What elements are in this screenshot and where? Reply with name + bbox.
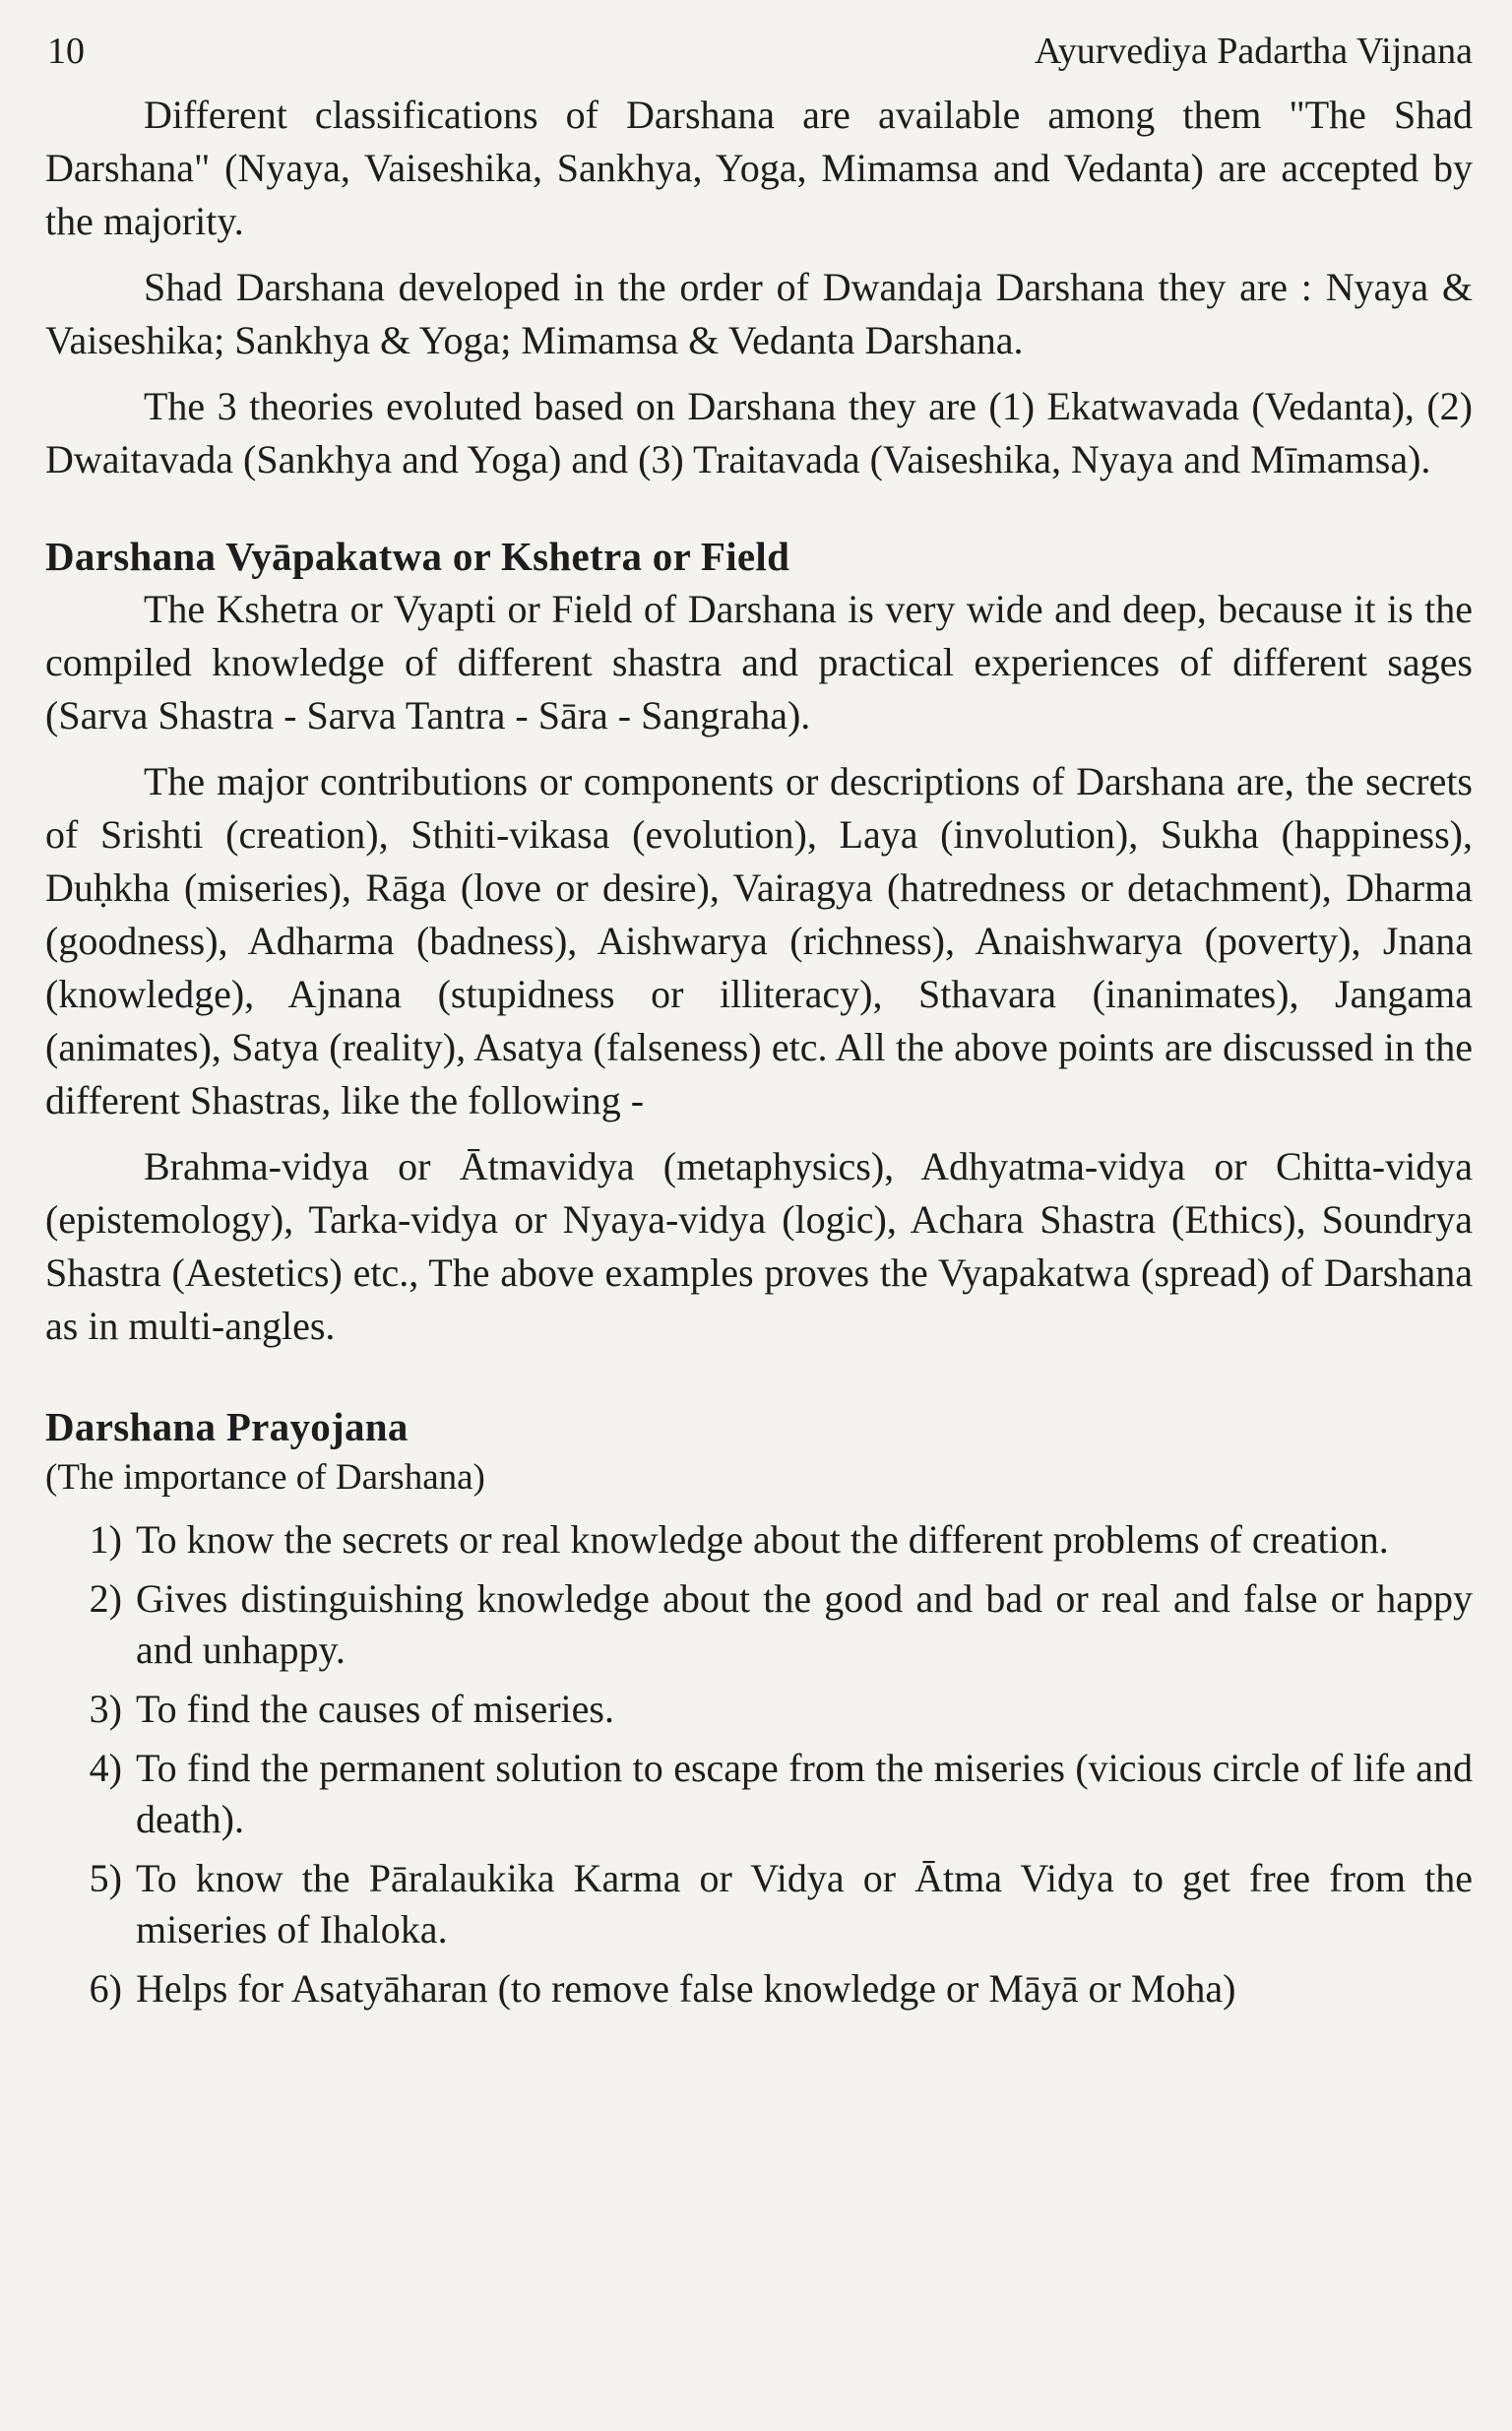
list-item-text: To find the causes of miseries. <box>136 1687 614 1731</box>
document-page <box>45 30 1473 2412</box>
section-prayojana <box>45 1400 1473 2015</box>
list-number: 2) <box>89 1576 122 1621</box>
section-vyapakatwa <box>45 530 1473 1353</box>
list-item <box>45 1963 1473 2015</box>
list-number: 3) <box>89 1687 122 1731</box>
body-paragraph: Brahma-vidya or Ātmavidya (metaphysics), Adhyatma-vidya or Chitta-vidya (epistemology), Tarka-vidya or Nyaya-vidya (logic), Achara Shastra (Ethics), Soundrya Shastra (Aestetics) etc., The above examples proves the Vyapakatwa (spread) of Darshana as in multi-angles. <box>45 1144 1473 1348</box>
list-number: 5) <box>89 1856 122 1900</box>
intro-paragraph: Different classifications of Darshana are available among them "The Shad Darshana" (Nyaya, Vaiseshika, Sankhya, Yoga, Mimamsa and Vedanta) are accepted by the majority. <box>45 93 1473 243</box>
body-paragraph: The major contributions or components or descriptions of Darshana are, the secrets of Srishti (creation), Sthiti-vikasa (evolution), Laya (involution), Sukha (happiness), Duḥkha (miseries), Rāga (love or desire), Vairagya (hatredness or detachment), Dharma (goodness), Adharma (badness), Aishwarya (richness), Anaishwarya (poverty), Jnana (knowledge), Ajnana (stupidness or illiteracy), Sthavara (inanimates), Jangama (animates), Satya (reality), Asatya (falseness) etc. All the above points are discussed in the different Shastras, like the following - <box>45 759 1473 1122</box>
page-number: 10 <box>47 31 85 72</box>
page-header <box>45 30 1473 89</box>
section-subtitle: (The importance of Darshana) <box>45 1457 485 1498</box>
body-paragraph: The Kshetra or Vyapti or Field of Darshana is very wide and deep, because it is the compiled knowledge of different shastra and practical experiences of different sages (Sarva Shastra - Sarva Tantra - Sāra - Sangraha). <box>45 587 1473 737</box>
numbered-list <box>45 1514 1473 2015</box>
list-item <box>45 1743 1473 1845</box>
list-number: 6) <box>89 1966 122 2011</box>
running-title: Ayurvediya Padartha Vijnana <box>1034 31 1473 72</box>
list-number: 1) <box>89 1517 122 1562</box>
intro-block <box>45 89 1473 486</box>
intro-paragraph: Shad Darshana developed in the order of Dwandaja Darshana they are : Nyaya & Vaiseshika; Sankhya & Yoga; Mimamsa & Vedanta Darshana. <box>45 265 1473 362</box>
list-item-text: To know the Pāralaukika Karma or Vidya or Ātma Vidya to get free from the miseries of Ihaloka. <box>136 1856 1473 1951</box>
list-number: 4) <box>89 1746 122 1790</box>
list-item-text: To find the permanent solution to escape from the miseries (vicious circle of life and death). <box>136 1746 1473 1841</box>
intro-paragraph: The 3 theories evoluted based on Darshana they are (1) Ekatwavada (Vedanta), (2) Dwaitavada (Sankhya and Yoga) and (3) Traitavada (Vaiseshika, Nyaya and Mīmamsa). <box>45 384 1473 481</box>
list-item-text: Gives distinguishing knowledge about the good and bad or real and false or happy and unhappy. <box>136 1576 1473 1672</box>
list-item-text: To know the secrets or real knowledge about the different problems of creation. <box>136 1517 1389 1562</box>
list-item <box>45 1573 1473 1676</box>
list-item-text: Helps for Asatyāharan (to remove false knowledge or Māyā or Moha) <box>136 1966 1236 2011</box>
list-item <box>45 1514 1473 1566</box>
list-item <box>45 1684 1473 1735</box>
section-heading: Darshana Prayojana <box>45 1404 409 1449</box>
list-item <box>45 1853 1473 1955</box>
section-heading: Darshana Vyāpakatwa or Kshetra or Field <box>45 534 790 579</box>
